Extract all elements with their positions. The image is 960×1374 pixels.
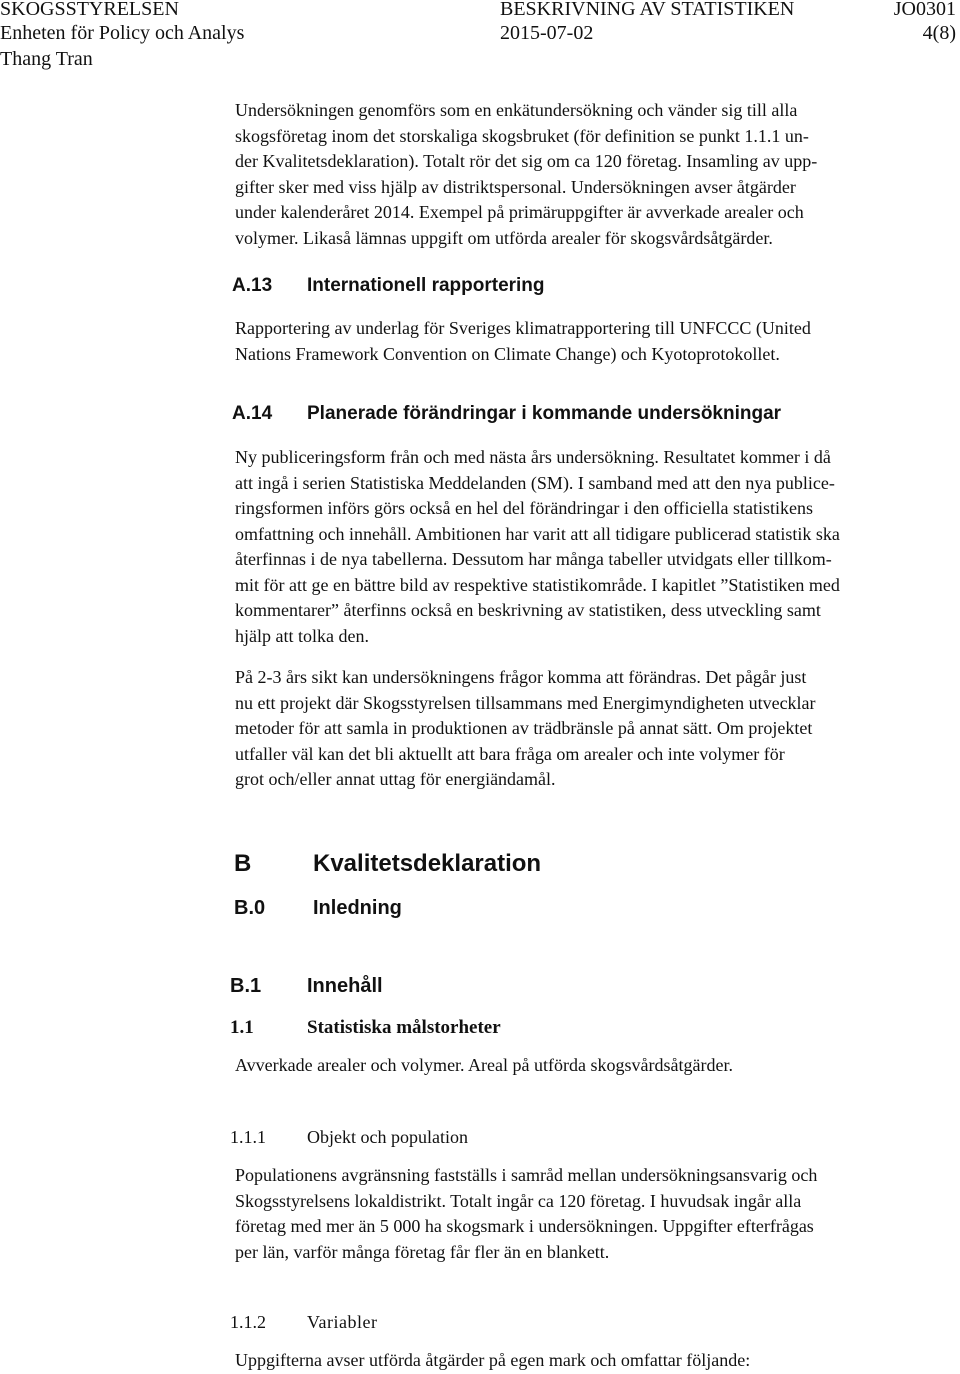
subsection-title-1-1-2: Variabler [307, 1312, 378, 1332]
text-line: skogsföretag inom det storskaliga skogsbruket (för definition se punkt 1.1.1 un- [235, 125, 809, 146]
text-line: Populationens avgränsning fastställs i samråd mellan undersökningsansvarig och [235, 1165, 818, 1185]
a14-paragraph-2 [235, 665, 950, 793]
a13-paragraph [235, 316, 950, 367]
text-line: Uppgifterna avser utförda åtgärder på egen mark och omfattar följande: [235, 1350, 751, 1370]
text-line: ringsformen införs görs också en hel del förändringar i den officiella statistikens [235, 498, 814, 518]
header-date: 2015-07-02 [500, 22, 594, 44]
text-line: Rapportering av underlag för Sveriges klimatrapportering till UNFCCC (United [235, 318, 811, 338]
subsection-number-1-1-1: 1.1.1 [230, 1127, 266, 1147]
text-line: att ingå i serien Statistiska Meddelanden (SM). I samband med att den nya publice- [235, 472, 835, 493]
subsection-title-1-1: Statistiska målstorheter [307, 1017, 501, 1038]
section-title-b0: Inledning [313, 897, 402, 919]
text-line: utfaller väl kan det bli aktuellt att bara fråga om arealer och inte volymer för [235, 743, 785, 764]
section-number-b1: B.1 [230, 975, 262, 997]
header-page-number: 4(8) [922, 22, 956, 44]
text-line: nu ett projekt där Skogsstyrelsen tillsammans med Energimyndigheten utvecklar [235, 692, 816, 713]
text-line: hjälp att tolka den. [235, 625, 369, 646]
text-line: På 2-3 års sikt kan undersökningens frågor komma att förändras. Det pågår just [235, 667, 807, 687]
text-line: volymer. Likaså lämnas uppgift om utförda arealer för skogsvårdsåtgärder. [235, 227, 773, 248]
text-line: der Kvalitetsdeklaration). Totalt rör det sig om ca 120 företag. Insamling av upp- [235, 151, 818, 171]
s11-paragraph [235, 1053, 950, 1079]
text-line: metoder för att samla in produktionen av trädbränsle på annat sätt. Om projektet [235, 718, 813, 738]
section-number-a14: A.14 [232, 403, 273, 424]
text-line: Ny publiceringsform från och med nästa års undersökning. Resultatet kommer i då [235, 447, 831, 467]
header-unit: Enheten för Policy och Analys [0, 22, 245, 44]
text-line: Skogsstyrelsens lokaldistrikt. Totalt ingår ca 120 företag. I huvudsak ingår alla [235, 1190, 802, 1211]
section-title-a14: Planerade förändringar i kommande undersökningar [307, 403, 782, 424]
text-line: företag med mer än 5 000 ha skogsmark i undersökningen. Uppgifter efterfrågas [235, 1216, 814, 1236]
intro-paragraph [235, 98, 950, 251]
text-line: mit för att ge en bättre bild av respektive statistikområde. I kapitlet ”Statistiken med [235, 574, 840, 595]
text-line: grot och/eller annat uttag för energiändamål. [235, 769, 556, 789]
section-number-b0: B.0 [234, 897, 266, 919]
header-author: Thang Tran [0, 48, 93, 70]
subsection-number-1-1: 1.1 [230, 1017, 254, 1038]
s112-paragraph [235, 1348, 950, 1374]
text-line: Avverkade arealer och volymer. Areal på utförda skogsvårdsåtgärder. [235, 1055, 733, 1075]
subsection-title-1-1-1: Objekt och population [307, 1127, 468, 1147]
text-line: återfinnas i de nya tabellerna. Dessutom har många tabeller utvidgats eller tillkom- [235, 549, 832, 569]
section-title-a13: Internationell rapportering [307, 275, 545, 296]
chapter-title-b: Kvalitetsdeklaration [313, 850, 542, 877]
section-title-b1: Innehåll [307, 975, 383, 997]
text-line: Undersökningen genomförs som en enkätundersökning och vänder sig till alla [235, 100, 798, 120]
text-line: Nations Framework Convention on Climate Change) och Kyotoprotokollet. [235, 343, 780, 364]
a14-paragraph-1 [235, 445, 950, 649]
header-doc-type: BESKRIVNING AV STATISTIKEN [500, 0, 795, 20]
chapter-number-b: B [234, 850, 252, 877]
header-doc-code: JO0301 [893, 0, 956, 20]
text-line: omfattning och innehåll. Ambitionen har varit att all tidigare publicerad statistik ska [235, 523, 840, 544]
text-line: under kalenderåret 2014. Exempel på primäruppgifter är avverkade arealer och [235, 202, 804, 222]
header-org: SKOGSSTYRELSEN [0, 0, 179, 20]
s111-paragraph [235, 1163, 950, 1265]
text-line: gifter sker med viss hjälp av distriktspersonal. Undersökningen avser åtgärder [235, 176, 796, 197]
text-line: per län, varför många företag får fler än en blankett. [235, 1241, 610, 1262]
text-line: kommentarer” återfinns också en beskrivning av statistiken, dess utveckling samt [235, 600, 821, 620]
subsection-number-1-1-2: 1.1.2 [230, 1312, 266, 1332]
section-number-a13: A.13 [232, 275, 273, 296]
